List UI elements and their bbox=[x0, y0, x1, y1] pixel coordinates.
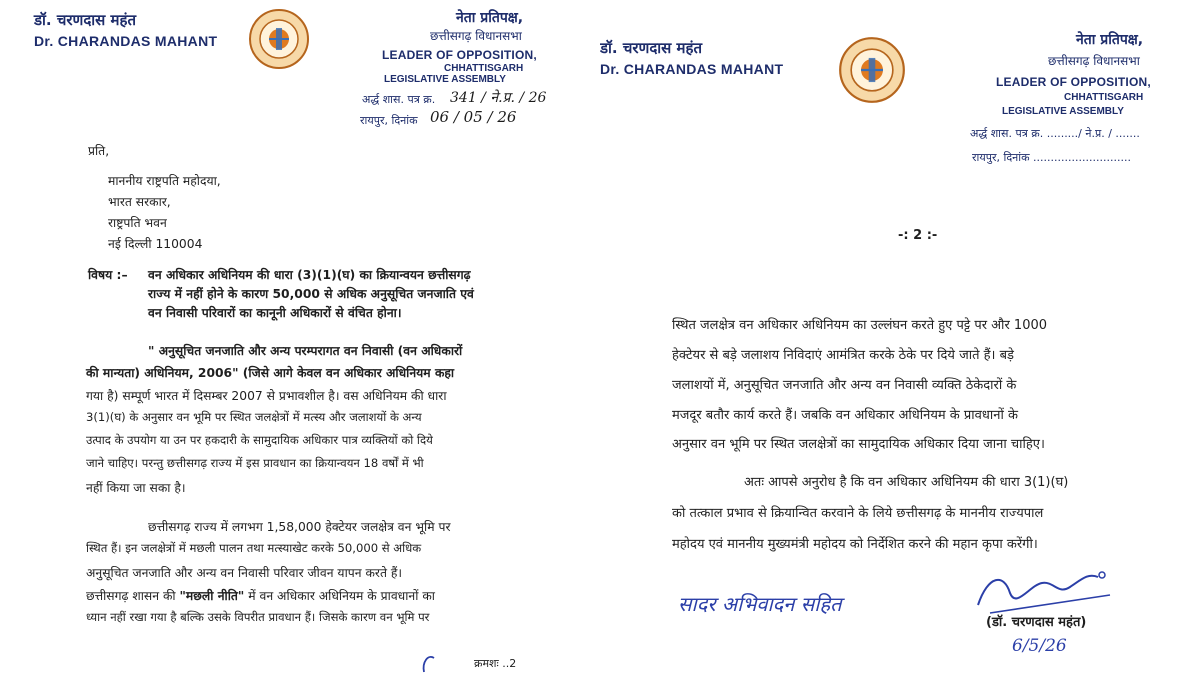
paragraph-line: स्थित जलक्षेत्र वन अधिकार अधिनियम का उल्लंघन करते हुए पट्टे पर और 1000 bbox=[672, 318, 1048, 333]
paragraph-line: ध्यान नहीं रखा गया है बल्कि उसके विपरीत प्रावधान हैं। जिसके कारण वन भूमि पर bbox=[86, 610, 430, 624]
page-divider bbox=[592, 0, 596, 675]
paragraph-line: जलाशयों में, अनुसूचित जनजाति और अन्य वन निवासी व्यक्ति ठेकेदारों के bbox=[672, 378, 1017, 393]
paragraph-line: जाने चाहिए। परन्तु छत्तीसगढ़ राज्य में इस प्रावधान का क्रियान्वयन 18 वर्षों में भी bbox=[86, 456, 424, 470]
subject-label: विषय :– bbox=[88, 268, 128, 282]
assembly-seal-icon bbox=[248, 8, 310, 70]
salutation: प्रति, bbox=[88, 144, 110, 158]
title-english: LEADER OF OPPOSITION, bbox=[996, 75, 1151, 89]
continued-marker: क्रमशः ..2 bbox=[474, 657, 517, 670]
date-value: 06 / 05 / 26 bbox=[430, 108, 517, 126]
paragraph-line: गया है) सम्पूर्ण भारत में दिसम्बर 2007 से प्रभावशील है। वस अधिनियम की धारा bbox=[86, 389, 447, 403]
letter-page-1 bbox=[0, 0, 590, 675]
title-english: LEADER OF OPPOSITION, bbox=[382, 48, 537, 62]
assembly-english: LEGISLATIVE ASSEMBLY bbox=[1002, 106, 1124, 117]
paragraph-line bbox=[86, 587, 435, 604]
state-english: CHHATTISGARH bbox=[1064, 92, 1144, 103]
paragraph-line: की मान्यता) अधिनियम, 2006" (जिसे आगे केवल वन अधिकार अधिनियम कहा bbox=[86, 366, 455, 380]
assembly-hindi: छत्तीसगढ़ विधानसभा bbox=[1048, 54, 1140, 68]
paragraph-line: स्थित हैं। इन जलक्षेत्रों में मछली पालन तथा मत्स्याखेट करके 50,000 से अधिक bbox=[86, 541, 422, 555]
initial-mark-icon bbox=[420, 652, 440, 674]
date-line: रायपुर, दिनांक ............................ bbox=[972, 151, 1131, 164]
fish-policy-emphasis: "मछली नीति" bbox=[179, 589, 245, 603]
subject-line: वन निवासी परिवारों का कानूनी अधिकारों से वंचित होना। bbox=[148, 306, 402, 320]
ref-line: अर्द्ध शास. पत्र क्र. ........./ ने.प्र. / ....... bbox=[970, 127, 1140, 140]
paragraph-line: महोदय एवं माननीय मुख्यमंत्री महोदय को निर्देशित करने की महान कृपा करेंगी। bbox=[672, 537, 1038, 552]
letter-page-2 bbox=[600, 0, 1200, 675]
paragraph-line: अनुसार वन भूमि पर स्थित जलक्षेत्रों का सामुदायिक अधिकार दिया जाना चाहिए। bbox=[672, 437, 1045, 452]
title-hindi: नेता प्रतिपक्ष, bbox=[1076, 32, 1144, 48]
sender-name-hindi: डॉ. चरणदास महंत bbox=[34, 11, 137, 29]
state-english: CHHATTISGARH bbox=[444, 63, 524, 74]
paragraph-line: छत्तीसगढ़ राज्य में लगभग 1,58,000 हेक्टेयर जलक्षेत्र वन भूमि पर bbox=[148, 520, 451, 534]
signature-date: 6/5/26 bbox=[1012, 636, 1067, 656]
ref-value: 341 / ने.प्र. / 26 bbox=[450, 90, 547, 106]
address-line: भारत सरकार, bbox=[108, 195, 171, 209]
paragraph-line: " अनुसूचित जनजाति और अन्य परम्परागत वन निवासी (वन अधिकारों bbox=[148, 344, 463, 358]
address-line: नई दिल्ली 110004 bbox=[108, 237, 203, 251]
sender-name-hindi: डॉ. चरणदास महंत bbox=[600, 39, 703, 57]
page-number: -: 2 :- bbox=[898, 228, 938, 243]
subject-line: वन अधिकार अधिनियम की धारा (3)(1)(घ) का क्रियान्वयन छत्तीसगढ़ bbox=[148, 268, 471, 282]
subject-line: राज्य में नहीं होने के कारण 50,000 से अधिक अनुसूचित जनजाति एवं bbox=[148, 287, 474, 301]
paragraph-line: मजदूर बतौर कार्य करते हैं। जबकि वन अधिकार अधिनियम के प्रावधानों के bbox=[672, 408, 1018, 423]
assembly-english: LEGISLATIVE ASSEMBLY bbox=[384, 74, 506, 85]
assembly-hindi: छत्तीसगढ़ विधानसभा bbox=[430, 29, 522, 43]
assembly-seal-icon bbox=[838, 36, 906, 104]
date-label: रायपुर, दिनांक bbox=[360, 114, 418, 127]
paragraph-line: हेक्टेयर से बड़े जलाशय निविदाएं आमंत्रित करके ठेके पर दिये जाते हैं। बड़े bbox=[672, 348, 1014, 363]
text-run: में वन अधिकार अधिनियम के प्रावधानों का bbox=[244, 589, 435, 603]
text-run: छत्तीसगढ़ शासन की bbox=[86, 589, 180, 603]
address-line: राष्ट्रपति भवन bbox=[108, 216, 167, 230]
paragraph-line: को तत्काल प्रभाव से क्रियान्वित करवाने के लिये छत्तीसगढ़ के माननीय राज्यपाल bbox=[672, 506, 1044, 521]
paragraph-line: उत्पाद के उपयोग या उन पर हकदारी के सामुदायिक अधिकार पात्र व्यक्तियों को दिये bbox=[86, 433, 433, 447]
sender-name-english: Dr. CHARANDAS MAHANT bbox=[34, 33, 218, 49]
sender-name-english: Dr. CHARANDAS MAHANT bbox=[600, 61, 784, 77]
title-hindi: नेता प्रतिपक्ष, bbox=[456, 10, 524, 26]
paragraph-line: अतः आपसे अनुरोध है कि वन अधिकार अधिनियम की धारा 3(1)(घ) bbox=[744, 475, 1069, 490]
signatory-name: (डॉ. चरणदास महंत) bbox=[986, 615, 1087, 630]
paragraph-line: 3(1)(घ) के अनुसार वन भूमि पर स्थित जलक्षेत्रों में मत्स्य और जलाशयों के अन्य bbox=[86, 410, 422, 424]
paragraph-line: अनुसूचित जनजाति और अन्य वन निवासी परिवार जीवन यापन करते हैं। bbox=[86, 566, 403, 580]
handwritten-closing: सादर अभिवादन सहित bbox=[678, 592, 842, 616]
paragraph-line: नहीं किया जा सका है। bbox=[86, 481, 186, 495]
address-line: माननीय राष्ट्रपति महोदया, bbox=[108, 174, 221, 188]
ref-label: अर्द्ध शास. पत्र क्र. bbox=[362, 93, 436, 106]
